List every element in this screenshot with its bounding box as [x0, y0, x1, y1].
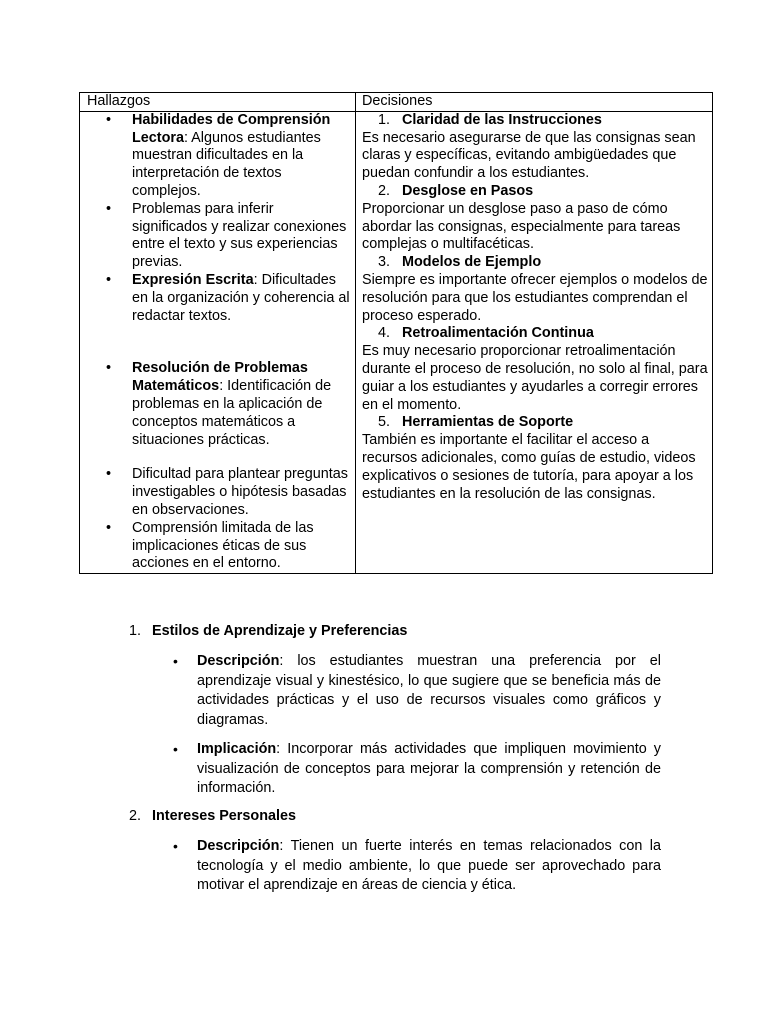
- item-bold-label: Resolución de Problemas Matemáticos: [132, 360, 308, 395]
- findings-decisions-table: [79, 92, 713, 574]
- list-item: [80, 272, 355, 325]
- decision-title: Desglose en Pasos: [402, 182, 534, 199]
- decision-item: [356, 325, 712, 414]
- bullet-icon: •: [173, 741, 178, 757]
- list-item: [80, 520, 355, 573]
- table-header-row: [80, 93, 713, 112]
- section-bullet-paragraph: [173, 837, 661, 896]
- decision-text: También es importante el facilitar el acceso a recursos adicionales, como guías de estudio, videos explicativos o sesiones de tutoría, para apoyar a los estudiantes en la resolución de las consignas.: [362, 432, 696, 502]
- decision-text: Siempre es importante ofrecer ejemplos o modelos de resolución para que los estudiantes comprendan el proceso esperado.: [362, 271, 708, 324]
- section-number: 2.: [129, 808, 142, 824]
- decision-item: [356, 112, 712, 183]
- item-text: : Algunos estudiantes muestran dificultades en la interpretación de textos complejos.: [132, 129, 321, 199]
- paragraph-label: Descripción: [197, 838, 280, 854]
- item-bold-label: Expresión Escrita: [132, 271, 254, 288]
- decision-number: 5.: [378, 414, 391, 431]
- decision-number: 4.: [378, 325, 391, 342]
- bullet-icon: •: [106, 519, 112, 536]
- paragraph-text: : los estudiantes muestran una preferencia por el aprendizaje visual y kinestésico, lo que sugiere que se beneficia más de actividades prácticas y el uso de recursos visuales como gráficos y diagramas.: [197, 653, 661, 728]
- decision-number: 1.: [378, 111, 391, 128]
- section-title: Intereses Personales: [152, 808, 296, 824]
- item-text: Comprensión limitada de las implicaciones éticas de sus acciones en el entorno.: [132, 519, 314, 572]
- list-item: [80, 201, 355, 272]
- decision-item: [356, 183, 712, 254]
- bullet-icon: •: [106, 360, 112, 377]
- list-item: [80, 360, 355, 449]
- item-text: Problemas para inferir significados y realizar conexiones entre el texto y sus experiencias previas.: [132, 200, 347, 271]
- item-text: : Identificación de problemas en la aplicación de conceptos matemáticos a situaciones prácticas.: [132, 378, 332, 448]
- decision-number: 3.: [378, 254, 391, 271]
- header-hallazgos: Hallazgos: [80, 93, 356, 112]
- item-text: Dificultad para plantear preguntas investigables o hipótesis basadas en observaciones.: [132, 466, 348, 518]
- paragraph-text: : Tienen un fuerte interés en temas relacionados con la tecnología y el medio ambiente, lo que puede ser aprovechado para motivar el aprendizaje en áreas de ciencia y ética.: [197, 838, 661, 893]
- decision-text: Es necesario asegurarse de que las consignas sean claras y específicas, evitando ambigüedades que puedan confundir a los estudiantes.: [362, 129, 696, 182]
- decision-title: Herramientas de Soporte: [402, 414, 574, 431]
- list-item: [80, 466, 355, 519]
- decision-title: Claridad de las Instrucciones: [402, 111, 602, 128]
- paragraph-label: Implicación: [197, 741, 277, 757]
- decisiones-cell: [356, 111, 713, 573]
- paragraph-text: : Incorporar más actividades que impliquen movimiento y visualización de conceptos para mejorar la comprensión y retención de información.: [197, 741, 661, 796]
- decision-title: Modelos de Ejemplo: [402, 254, 542, 271]
- decision-title: Retroalimentación Continua: [402, 325, 594, 342]
- bullet-icon: •: [106, 271, 112, 288]
- section-title: Estilos de Aprendizaje y Preferencias: [152, 623, 408, 639]
- bullet-icon: •: [106, 466, 112, 483]
- bullet-icon: •: [173, 653, 178, 669]
- table-body-row: [80, 111, 713, 573]
- item-bold-label: Habilidades de Comprensión Lectora: [132, 111, 331, 146]
- hallazgos-list: [80, 112, 355, 573]
- list-item: [80, 112, 355, 201]
- decision-item: [356, 414, 712, 503]
- bullet-icon: •: [106, 200, 112, 217]
- decision-number: 2.: [378, 182, 391, 199]
- section-bullet-paragraph: [173, 740, 661, 799]
- decision-text: Proporcionar un desglose paso a paso de cómo abordar las consignas, especialmente para tareas complejas o multifacéticas.: [362, 200, 681, 253]
- decision-text: Es muy necesario proporcionar retroalimentación durante el proceso de resolución, no solo al final, para guiar a los estudiantes y ayudarles a corregir errores en el momento.: [362, 343, 708, 413]
- paragraph-label: Descripción: [197, 653, 280, 669]
- hallazgos-cell: [80, 111, 356, 573]
- section-number: 1.: [129, 623, 142, 639]
- item-text: : Dificultades en la organización y coherencia al redactar textos.: [132, 271, 350, 324]
- decision-item: [356, 254, 712, 325]
- bullet-icon: •: [173, 838, 178, 854]
- bullet-icon: •: [106, 111, 112, 128]
- header-decisiones: Decisiones: [356, 93, 713, 112]
- section-bullet-paragraph: [173, 652, 661, 730]
